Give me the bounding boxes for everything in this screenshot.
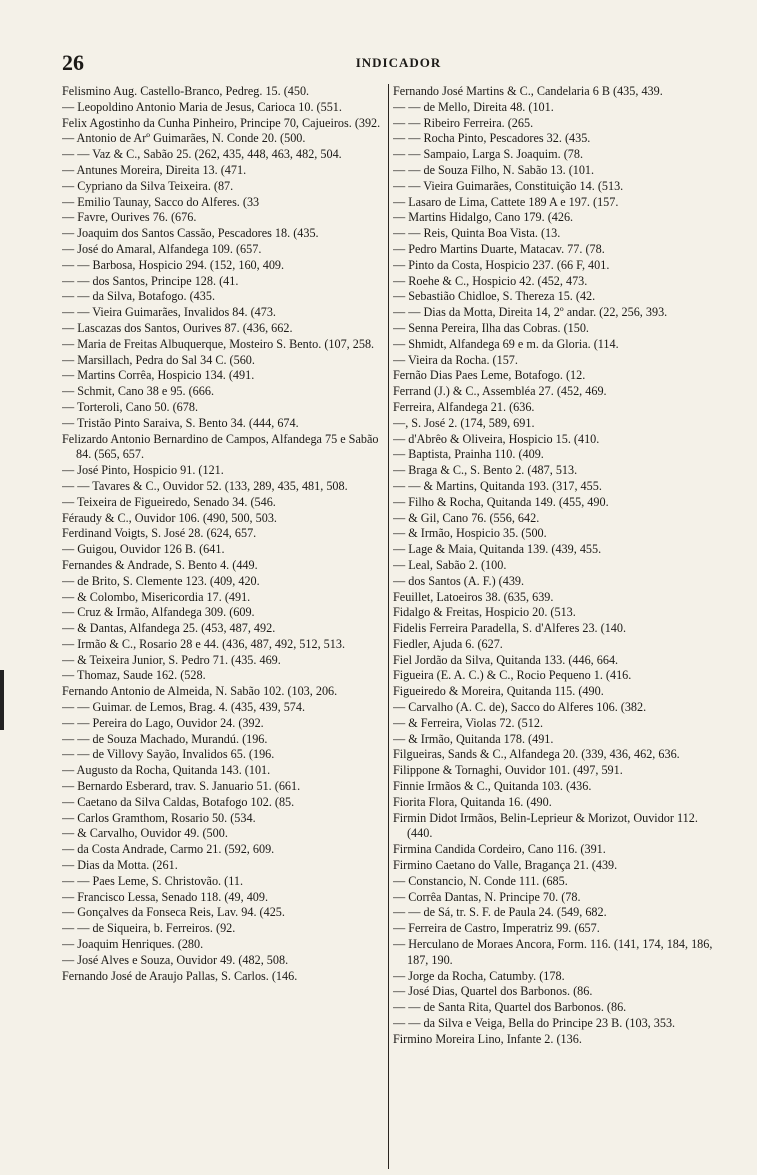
right-column [393, 84, 713, 1169]
index-entry: — dos Santos (A. F.) (439. [393, 573, 525, 588]
index-entry: — Francisco Lessa, Senado 118. (49, 409. [62, 889, 269, 904]
index-entry: Fidelis Ferreira Paradella, S. d'Alferes 23. (140. [393, 621, 627, 636]
index-entry: — & Irmão, Hospicio 35. (500. [393, 526, 547, 541]
index-entry: — Pedro Martins Duarte, Matacav. 77. (78. [393, 241, 605, 256]
index-entry: — — Guimar. de Lemos, Brag. 4. (435, 439, 574. [62, 700, 306, 715]
index-entry: — — Barbosa, Hospicio 294. (152, 160, 409. [62, 257, 285, 272]
index-entry: — — de Souza Filho, N. Sabão 13. (101. [393, 162, 595, 177]
index-entry: — José Pinto, Hospicio 91. (121. [62, 463, 224, 478]
index-entry: — Cruz & Irmão, Alfandega 309. (609. [62, 605, 255, 620]
index-entry: — Joaquim dos Santos Cassão, Pescadores 18. (435. [62, 226, 319, 241]
index-entry: Felizardo Antonio Bernardino de Campos, Alfandega 75 e Sabão 84. (565, 657. [62, 431, 379, 462]
index-entry: — Senna Pereira, Ilha das Cobras. (150. [393, 320, 589, 335]
index-entry: Fernandes & Andrade, S. Bento 4. (449. [62, 557, 258, 572]
index-entry: — Carlos Gramthom, Rosario 50. (534. [62, 810, 256, 825]
index-entry: Finnie Irmãos & C., Quitanda 103. (436. [393, 779, 592, 794]
index-entry: — — de Mello, Direita 48. (101. [393, 99, 554, 114]
index-entry: Ferrand (J.) & C., Assembléa 27. (452, 469. [393, 384, 607, 399]
index-entry: — da Costa Andrade, Carmo 21. (592, 609. [62, 842, 275, 857]
index-columns [62, 84, 712, 1169]
index-entry: — Augusto da Rocha, Quitanda 143. (101. [62, 763, 271, 778]
index-entry: Firmina Candida Cordeiro, Cano 116. (391. [393, 842, 606, 857]
index-entry: — Antunes Moreira, Direita 13. (471. [62, 162, 247, 177]
index-entry: — Favre, Ourives 76. (676. [62, 210, 197, 225]
index-entry: — — Ribeiro Ferreira. (265. [393, 115, 534, 130]
index-entry: — — Paes Leme, S. Christovão. (11. [62, 873, 243, 888]
index-entry: — Sebastião Chidloe, S. Thereza 15. (42. [393, 289, 596, 304]
index-entry: — Martins Corrêa, Hospicio 134. (491. [62, 368, 255, 383]
index-entry: Firmin Didot Irmãos, Belin-Leprieur & Morizot, Ouvidor 112. (440. [393, 810, 698, 841]
index-entry: — Ferreira de Castro, Imperatriz 99. (657. [393, 921, 600, 936]
index-entry: — Vieira da Rocha. (157. [393, 352, 518, 367]
index-entry: — Guigou, Ouvidor 126 B. (641. [62, 542, 225, 557]
index-entry: — — de Siqueira, b. Ferreiros. (92. [62, 921, 236, 936]
index-entry: Fiedler, Ajuda 6. (627. [393, 636, 503, 651]
index-entry: — Lascazas dos Santos, Ourives 87. (436, 662. [62, 320, 293, 335]
index-entry: — Pinto da Costa, Hospicio 237. (66 F, 401. [393, 257, 610, 272]
index-entry: — — de Santa Rita, Quartel dos Barbonos. (86. [393, 1000, 627, 1015]
index-entry: — Roehe & C., Hospicio 42. (452, 473. [393, 273, 588, 288]
index-entry: Firmino Caetano do Valle, Bragança 21. (439. [393, 858, 618, 873]
index-entry: — Torteroli, Cano 50. (678. [62, 399, 199, 414]
index-entry: — Filho & Rocha, Quitanda 149. (455, 490. [393, 494, 609, 509]
index-entry: Fernando Antonio de Almeida, N. Sabão 102. (103, 206. [62, 684, 338, 699]
index-entry: Felismino Aug. Castello-Branco, Pedreg. 15. (450. [62, 84, 310, 98]
index-entry: — — & Martins, Quitanda 193. (317, 455. [393, 478, 602, 493]
page-header: INDICADOR [355, 55, 442, 70]
index-entry: — Maria de Freitas Albuquerque, Mosteiro S. Bento. (107, 258. [62, 336, 375, 351]
index-entry: — — de Villovy Sayão, Invalidos 65. (196. [62, 747, 275, 762]
index-entry: Ferdinand Voigts, S. José 28. (624, 657. [62, 526, 257, 541]
index-entry: — — de Souza Machado, Murandú. (196. [62, 731, 268, 746]
index-entry: — Herculano de Moraes Ancora, Form. 116. (141, 174, 184, 186, 187, 190. [393, 937, 713, 967]
index-entry: — — dos Santos, Principe 128. (41. [62, 273, 239, 288]
index-entry: Filippone & Tornaghi, Ouvidor 101. (497, 591. [393, 763, 623, 778]
index-entry: — — Sampaio, Larga S. Joaquim. (78. [393, 147, 584, 162]
index-entry: Fidalgo & Freitas, Hospicio 20. (513. [393, 605, 576, 620]
index-entry: — José Dias, Quartel dos Barbonos. (86. [393, 984, 593, 999]
index-entry: — — da Silva, Botafogo. (435. [62, 289, 216, 304]
index-entry: — Braga & C., S. Bento 2. (487, 513. [393, 463, 578, 478]
index-entry: Figueira (E. A. C.) & C., Rocio Pequeno 1. (416. [393, 668, 632, 683]
index-entry: Féraudy & C., Ouvidor 106. (490, 500, 503. [62, 510, 277, 525]
index-entry: — Constancio, N. Conde 111. (685. [393, 873, 568, 888]
index-entry: — Leal, Sabão 2. (100. [393, 557, 507, 572]
index-entry: Fernando José Martins & C., Candelaria 6 B (435, 439. [393, 84, 663, 98]
index-entry: — & Colombo, Misericordia 17. (491. [62, 589, 251, 604]
index-entry: — & Gil, Cano 76. (556, 642. [393, 510, 540, 525]
index-entry: — de Brito, S. Clemente 123. (409, 420. [62, 573, 260, 588]
index-entry: — Antonio de Arº Guimarães, N. Conde 20. (500. [62, 131, 306, 146]
index-entry: — Lage & Maia, Quitanda 139. (439, 455. [393, 542, 602, 557]
index-entry: — Tristão Pinto Saraiva, S. Bento 34. (444, 674. [62, 415, 299, 430]
index-entry: Fernando José de Araujo Pallas, S. Carlos. (146. [62, 968, 298, 983]
index-entry: — Leopoldino Antonio Maria de Jesus, Carioca 10. (551. [62, 99, 342, 114]
index-entry: — Thomaz, Saude 162. (528. [62, 668, 206, 683]
index-entry: — Martins Hidalgo, Cano 179. (426. [393, 210, 574, 225]
index-entry: — — da Silva e Veiga, Bella do Principe 23 B. (103, 353. [393, 1016, 676, 1031]
index-entry: — Joaquim Henriques. (280. [62, 937, 204, 952]
index-entry: — Marsillach, Pedra do Sal 34 C. (560. [62, 352, 255, 367]
index-entry: — — Vieira Guimarães, Invalidos 84. (473. [62, 305, 276, 320]
column-divider [388, 84, 389, 1169]
index-entry: Firmino Moreira Lino, Infante 2. (136. [393, 1031, 582, 1046]
index-entry: — & Irmão, Quitanda 178. (491. [393, 731, 554, 746]
index-entry: Fernão Dias Paes Leme, Botafogo. (12. [393, 368, 586, 383]
index-entry: —, S. José 2. (174, 589, 691. [393, 415, 535, 430]
index-entry: — Emilio Taunay, Sacco do Alferes. (33 [62, 194, 260, 209]
index-entry: — Baptista, Prainha 110. (409. [393, 447, 544, 462]
index-entry: — & Carvalho, Ouvidor 49. (500. [62, 826, 228, 841]
index-entry: — Lasaro de Lima, Cattete 189 A e 197. (157. [393, 194, 619, 209]
index-entry: Figueiredo & Moreira, Quitanda 115. (490. [393, 684, 604, 699]
index-entry: — — Dias da Motta, Direita 14, 2º andar. (22, 256, 393. [393, 305, 668, 320]
index-entry: Ferreira, Alfandega 21. (636. [393, 399, 535, 414]
index-entry: — — Tavares & C., Ouvidor 52. (133, 289, 435, 481, 508. [62, 478, 348, 493]
index-entry: — d'Abrêo & Oliveira, Hospicio 15. (410. [393, 431, 600, 446]
index-entry: — & Dantas, Alfandega 25. (453, 487, 492. [62, 621, 276, 636]
index-entry: — Corrêa Dantas, N. Principe 70. (78. [393, 889, 581, 904]
left-column [62, 84, 386, 1169]
index-entry: — Schmit, Cano 38 e 95. (666. [62, 384, 214, 399]
index-entry: Feuillet, Latoeiros 38. (635, 639. [393, 589, 554, 604]
index-entry: Filgueiras, Sands & C., Alfandega 20. (339, 436, 462, 636. [393, 747, 680, 762]
index-entry: — Shmidt, Alfandega 69 e m. da Gloria. (114. [393, 336, 619, 351]
index-entry: — Irmão & C., Rosario 28 e 44. (436, 487, 492, 512, 513. [62, 636, 345, 651]
index-entry: — Jorge da Rocha, Catumby. (178. [393, 968, 565, 983]
index-entry: — — Rocha Pinto, Pescadores 32. (435. [393, 131, 591, 146]
index-entry: — Carvalho (A. C. de), Sacco do Alferes 106. (382. [393, 700, 647, 715]
index-entry: Fiel Jordão da Silva, Quitanda 133. (446, 664. [393, 652, 619, 667]
index-entry: — — Vaz & C., Sabão 25. (262, 435, 448, 463, 482, 504. [62, 147, 342, 162]
page-number: 26 [62, 50, 84, 75]
index-entry: — Dias da Motta. (261. [62, 858, 178, 873]
index-entry: — — Pereira do Lago, Ouvidor 24. (392. [62, 715, 264, 730]
index-entry: — José Alves e Souza, Ouvidor 49. (482, 508. [62, 952, 289, 967]
index-entry: — Bernardo Esberard, trav. S. Januario 51. (661. [62, 779, 301, 794]
index-entry: — & Teixeira Junior, S. Pedro 71. (435. 469. [62, 652, 281, 667]
index-entry: — Cypriano da Silva Teixeira. (87. [62, 178, 234, 193]
index-entry: Felix Agostinho da Cunha Pinheiro, Principe 70, Cajueiros. (392. [62, 115, 381, 130]
index-entry: — José do Amaral, Alfandega 109. (657. [62, 241, 262, 256]
index-entry: — Teixeira de Figueiredo, Senado 34. (546. [62, 494, 276, 509]
index-entry: — Gonçalves da Fonseca Reis, Lav. 94. (425. [62, 905, 285, 920]
index-entry: — — Vieira Guimarães, Constituição 14. (513. [393, 178, 624, 193]
index-entry: Fiorita Flora, Quitanda 16. (490. [393, 794, 552, 809]
index-entry: — — de Sá, tr. S. F. de Paula 24. (549, 682. [393, 905, 607, 920]
page-edge-mark [0, 670, 4, 730]
index-entry: — — Reis, Quinta Boa Vista. (13. [393, 226, 561, 241]
index-entry: — & Ferreira, Violas 72. (512. [393, 715, 544, 730]
index-entry: — Caetano da Silva Caldas, Botafogo 102. (85. [62, 794, 295, 809]
